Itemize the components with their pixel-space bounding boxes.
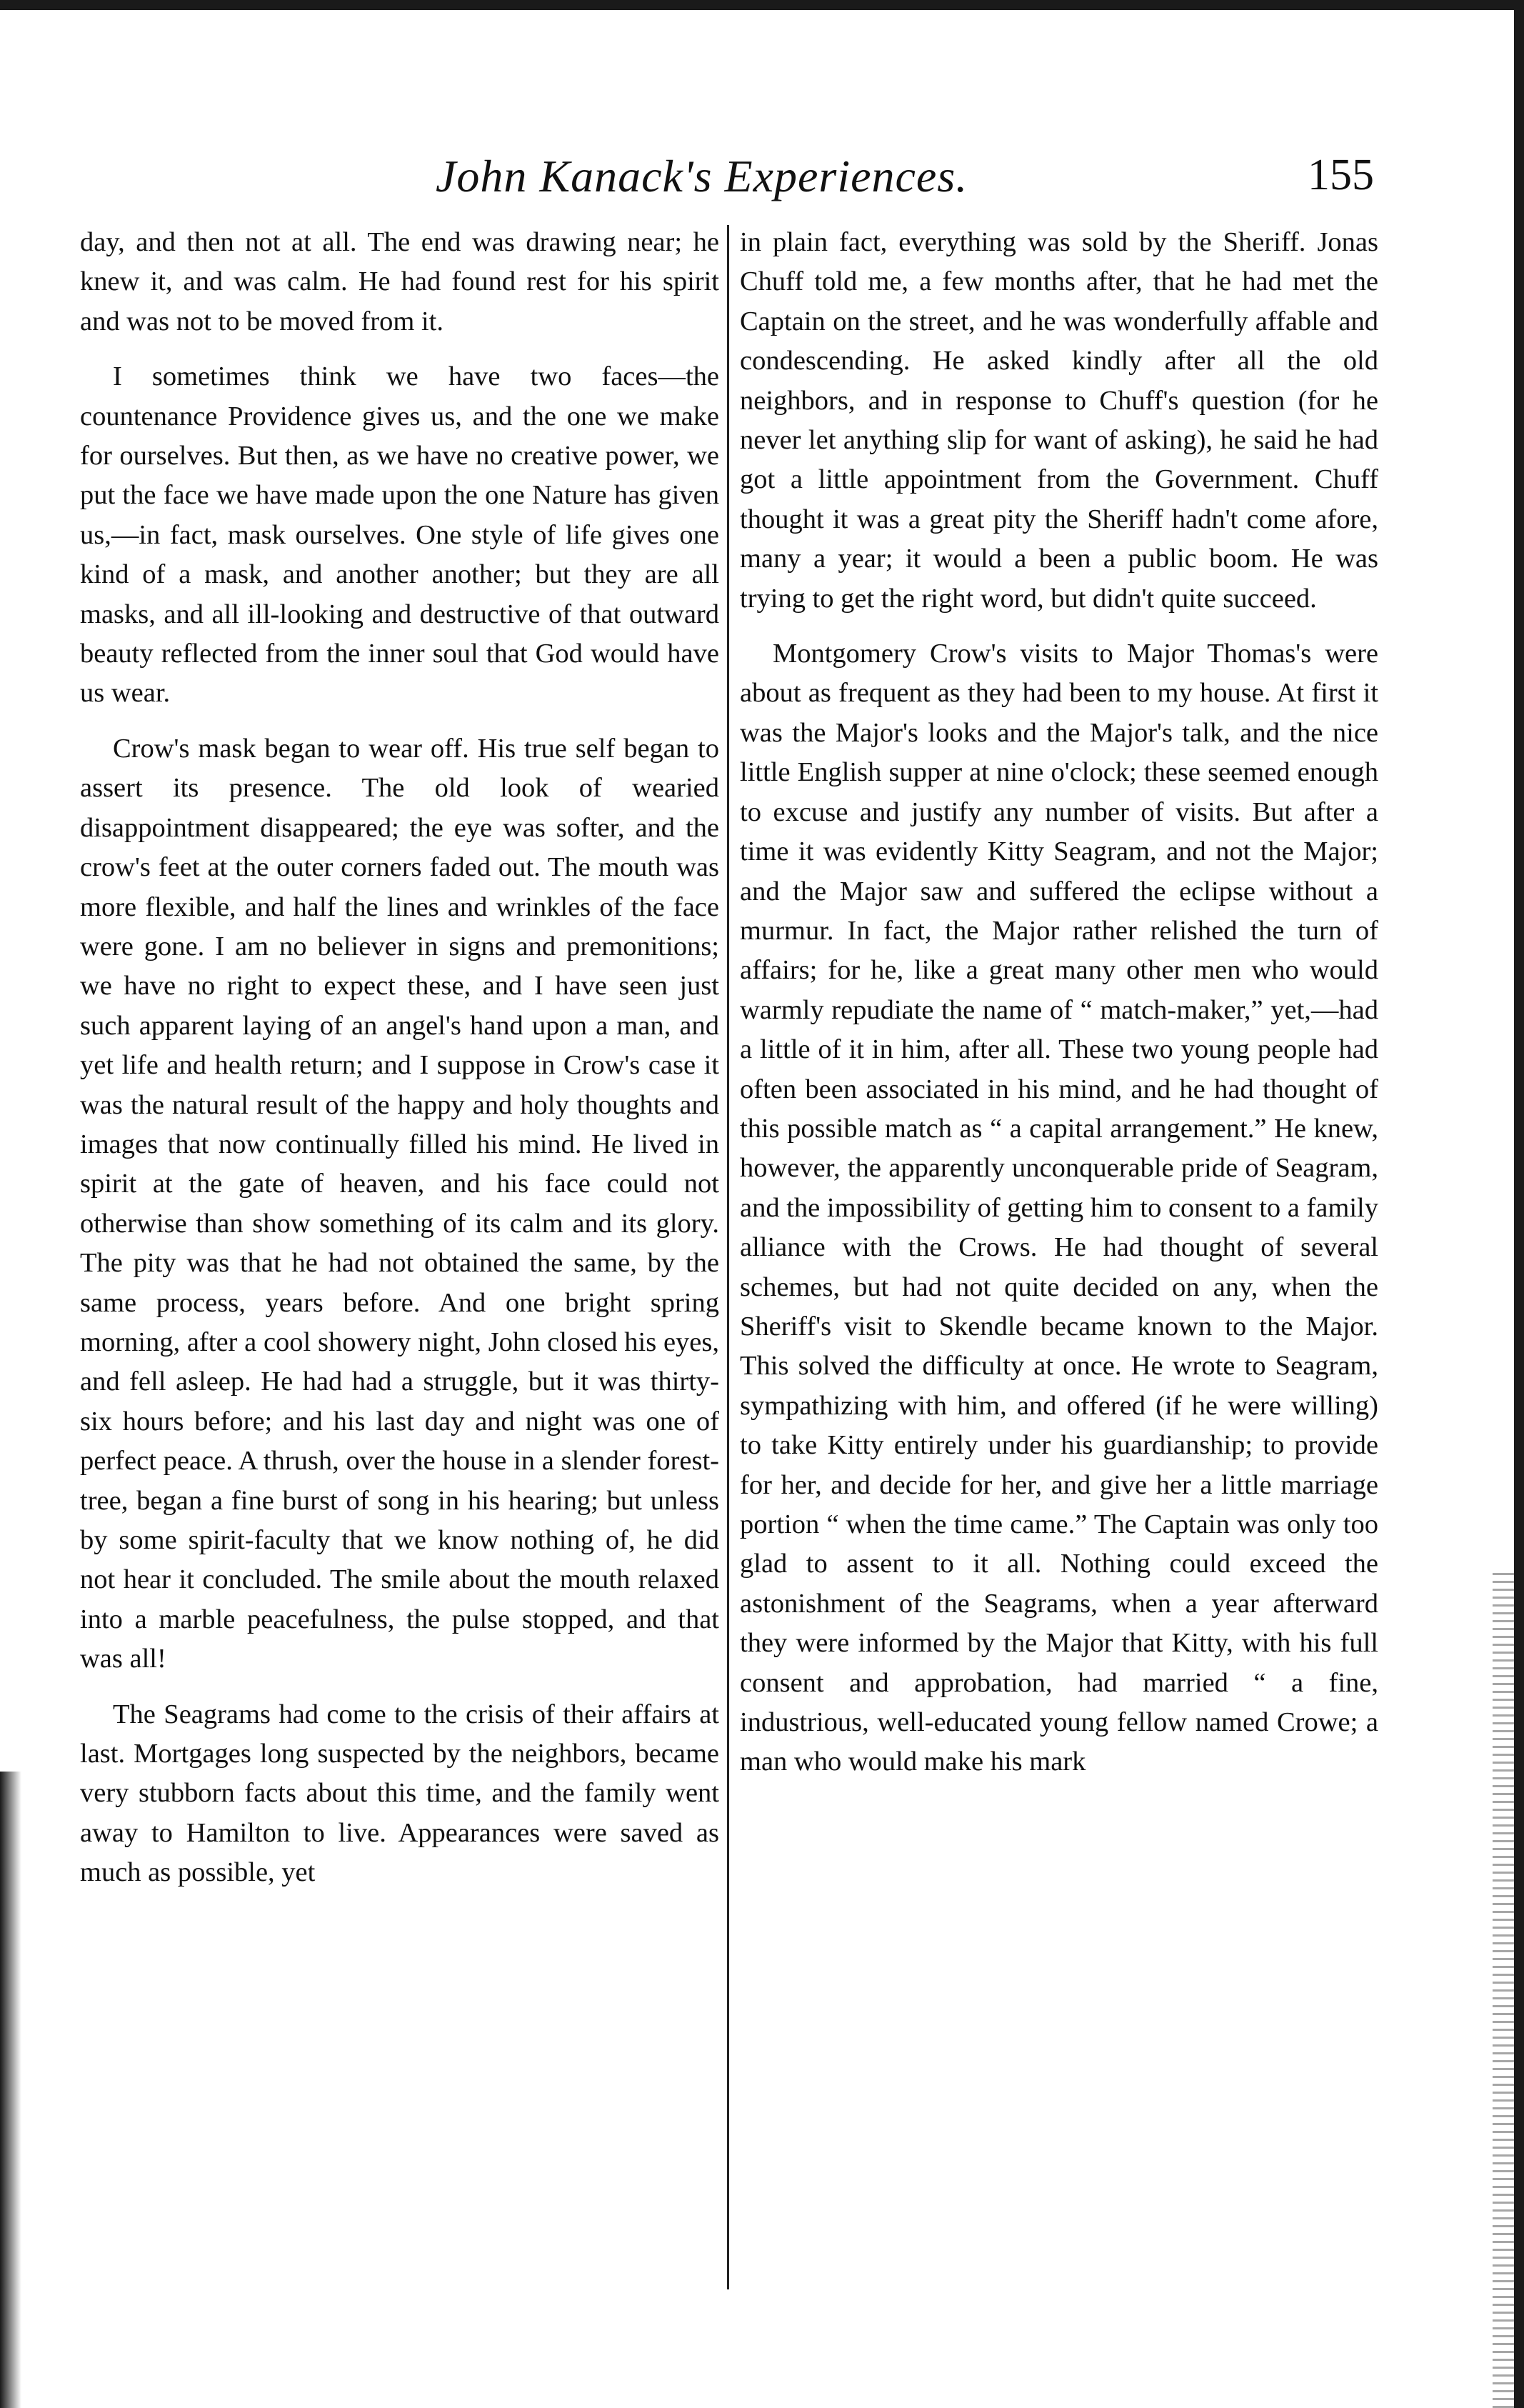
page-number: 155 xyxy=(1308,151,1374,199)
column-divider xyxy=(727,225,729,2289)
page-header xyxy=(0,143,1524,207)
paragraph: Crow's mask began to wear off. His true self began to assert its presence. The old look of wearied disappointment disappeared; the eye was softer, and the crow's feet at the outer corners faded out. The mouth was more flexible, and half the lines and wrinkles of the face were gone. I am no believer in signs and premonitions; we have no right to expect these, and I have seen just such apparent laying of an angel's hand upon a man, and yet life and health return; and I suppose in Crow's case it was the natural result of the happy and holy thoughts and images that now continually filled his mind. He lived in spirit at the gate of heaven, and his face could not otherwise than show something of its calm and its glory. The pity was that he had not obtained the same, by the same process, years before. And one bright spring morning, after a cool showery night, John closed his eyes, and fell asleep. He had had a struggle, but it was thirty-six hours before; and his last day and night was one of perfect peace. A thrush, over the house in a slender forest-tree, began a fine burst of song in his hearing; but unless by some spirit-faculty that we know nothing of, he did not hear it concluded. The smile about the mouth relaxed into a marble peacefulness, the pulse stopped, and that was all! xyxy=(80,733,719,1674)
left-binding-shadow xyxy=(0,1772,21,2408)
paragraph: I sometimes think we have two faces—the countenance Providence gives us, and the one we make for ourselves. But then, as we have no creative power, we put the face we have made upon the one Nature has given us,—in fact, mask ourselves. One style of life gives one kind of a mask, and another another; but they are all masks, and all ill-looking and destructive of that outward beauty reflected from the inner soul that God would have us wear. xyxy=(80,361,719,709)
right-column xyxy=(740,223,1378,1782)
paragraph: day, and then not at all. The end was drawing near; he knew it, and was calm. He had found rest for his spirit and was not to be moved from it. xyxy=(80,227,719,336)
right-page-edge xyxy=(1514,10,1524,2408)
paragraph: The Seagrams had come to the crisis of their affairs at last. Mortgages long suspected by the neighbors, became very stubborn facts about this time, and the family went away to Hamilton to live. Appearances were saved as much as possible, yet xyxy=(80,1699,719,1888)
running-title: John Kanack's Experiences. xyxy=(436,151,968,201)
right-edge-scan-noise xyxy=(1493,1572,1514,2408)
paragraph: Montgomery Crow's visits to Major Thomas's were about as frequent as they had been to my house. At first it was the Major's looks and the Major's talk, and the nice little English supper at nine o'clock; these seemed enough to excuse and justify any number of visits. But after a time it was evidently Kitty Seagram, and not the Major; and the Major saw and suffered the eclipse without a murmur. In fact, the Major rather relished the turn of affairs; for he, like a great many other men who would warmly repudiate the name of “ match-maker,” yet,—had a little of it in him, after all. These two young people had often been associated in his mind, and he had thought of this possible match as “ a capital arrangement.” He knew, however, the apparently unconquerable pride of Seagram, and the impossibility of getting him to consent to a family alliance with the Crows. He had thought of several schemes, but had not quite decided on any, when the Sheriff's visit to Skendle became known to the Major. This solved the difficulty at once. He wrote to Seagram, sympathizing with him, and offered (if he were willing) to take Kitty entirely under his guardianship; to provide for her, and decide for her, and give her a little marriage portion “ when the time came.” The Captain was only too glad to assent to it all. Nothing could exceed the astonishment of the Seagrams, when a year afterward they were informed by the Major that Kitty, with his full consent and approbation, had married “ a fine, industrious, well-educated young fellow named Crowe; a man who would make his mark xyxy=(740,639,1378,1777)
top-page-edge xyxy=(0,0,1524,10)
left-column xyxy=(80,223,719,1893)
paragraph: in plain fact, everything was sold by the Sheriff. Jonas Chuff told me, a few months after, that he had met the Captain on the street, and he was wonderfully affable and condescending. He asked kindly after all the old neighbors, and in response to Chuff's question (for he never let anything slip for want of asking), he said he had got a little appointment from the Government. Chuff thought it was a great pity the Sheriff hadn't come afore, many a year; it would a been a public boom. He was trying to get the right word, but didn't quite succeed. xyxy=(740,227,1378,614)
